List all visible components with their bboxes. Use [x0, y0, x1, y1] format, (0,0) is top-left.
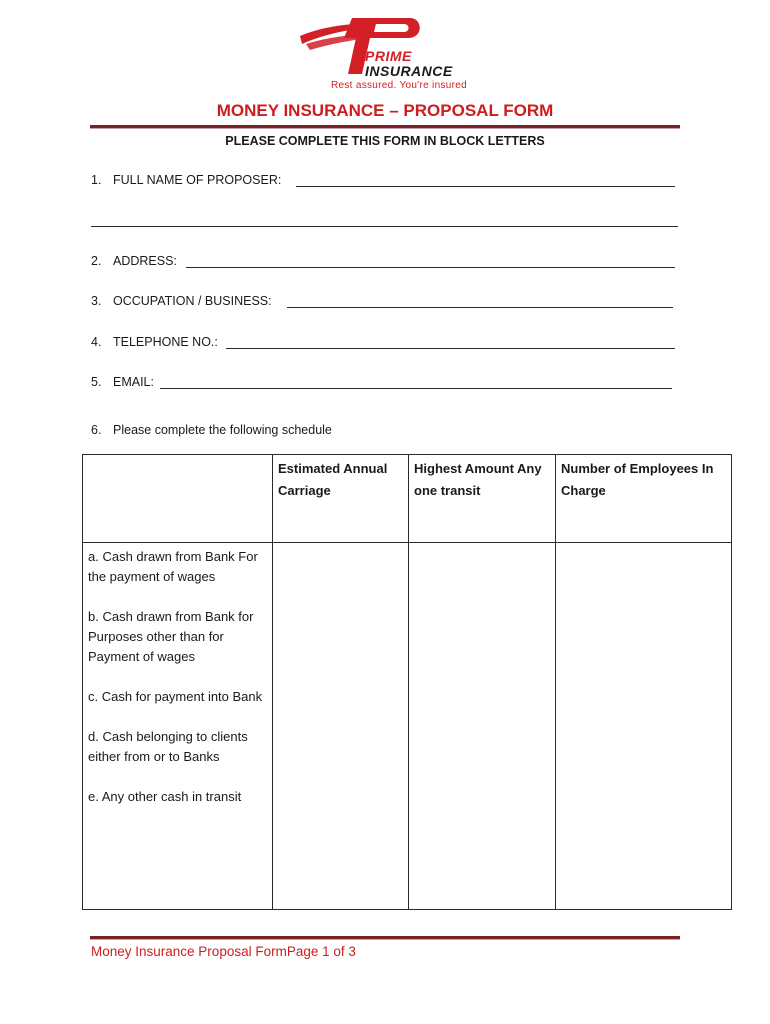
highest-amount-input[interactable]	[409, 543, 556, 910]
header-blank	[83, 455, 273, 543]
field-full-name	[91, 173, 281, 187]
brand-tagline: Rest assured. You're insured	[331, 80, 467, 91]
field-number: 5.	[91, 375, 102, 389]
header-highest-amount: Highest Amount Any one transit	[409, 455, 556, 543]
schedule-intro	[91, 423, 332, 437]
estimated-annual-carriage-input[interactable]	[273, 543, 409, 910]
schedule-table	[82, 454, 732, 910]
full-name-input-line[interactable]	[296, 186, 675, 187]
table-row	[83, 543, 732, 910]
table-header-row	[83, 455, 732, 543]
field-number: 3.	[91, 294, 102, 308]
page-footer: Money Insurance Proposal FormPage 1 of 3	[91, 944, 356, 959]
field-email	[91, 375, 154, 389]
footer-divider	[90, 936, 680, 940]
telephone-input-line[interactable]	[226, 348, 675, 349]
field-label: OCCUPATION / BUSINESS:	[113, 294, 272, 308]
header-number-of-employees: Number of Employees In Charge	[556, 455, 732, 543]
brand-name-top: PRIME	[365, 48, 412, 64]
field-number: 1.	[91, 173, 102, 187]
email-input-line[interactable]	[160, 388, 672, 389]
row-label-e: e. Any other cash in transit	[88, 789, 242, 804]
form-instructions: PLEASE COMPLETE THIS FORM IN BLOCK LETTERS	[225, 134, 545, 148]
page-title: MONEY INSURANCE – PROPOSAL FORM	[216, 101, 554, 120]
field-telephone	[91, 335, 218, 349]
field-occupation	[91, 294, 272, 308]
field-label: ADDRESS:	[113, 254, 177, 268]
employees-in-charge-input[interactable]	[556, 543, 732, 910]
row-label-b: b. Cash drawn from Bank for Purposes other than for Payment of wages	[88, 609, 254, 664]
header-estimated-annual-carriage: Estimated Annual Carriage	[273, 455, 409, 543]
field-address	[91, 254, 177, 268]
occupation-input-line[interactable]	[287, 307, 673, 308]
full-name-continuation-line[interactable]	[91, 226, 678, 227]
field-number: 6.	[91, 423, 102, 437]
schedule-intro-text: Please complete the following schedule	[113, 423, 332, 437]
row-label-c: c. Cash for payment into Bank	[88, 689, 263, 704]
row-label-d: d. Cash belonging to clients either from or to Banks	[88, 729, 248, 764]
brand-name-bottom: INSURANCE	[365, 63, 453, 79]
field-number: 4.	[91, 335, 102, 349]
field-number: 2.	[91, 254, 102, 268]
field-label: FULL NAME OF PROPOSER:	[113, 173, 282, 187]
title-divider	[90, 125, 680, 129]
address-input-line[interactable]	[186, 267, 675, 268]
row-label-a: a. Cash drawn from Bank For the payment of wages	[88, 549, 258, 584]
field-label: EMAIL:	[113, 375, 154, 389]
field-label: TELEPHONE NO.:	[113, 335, 218, 349]
schedule-items-cell	[83, 543, 273, 910]
